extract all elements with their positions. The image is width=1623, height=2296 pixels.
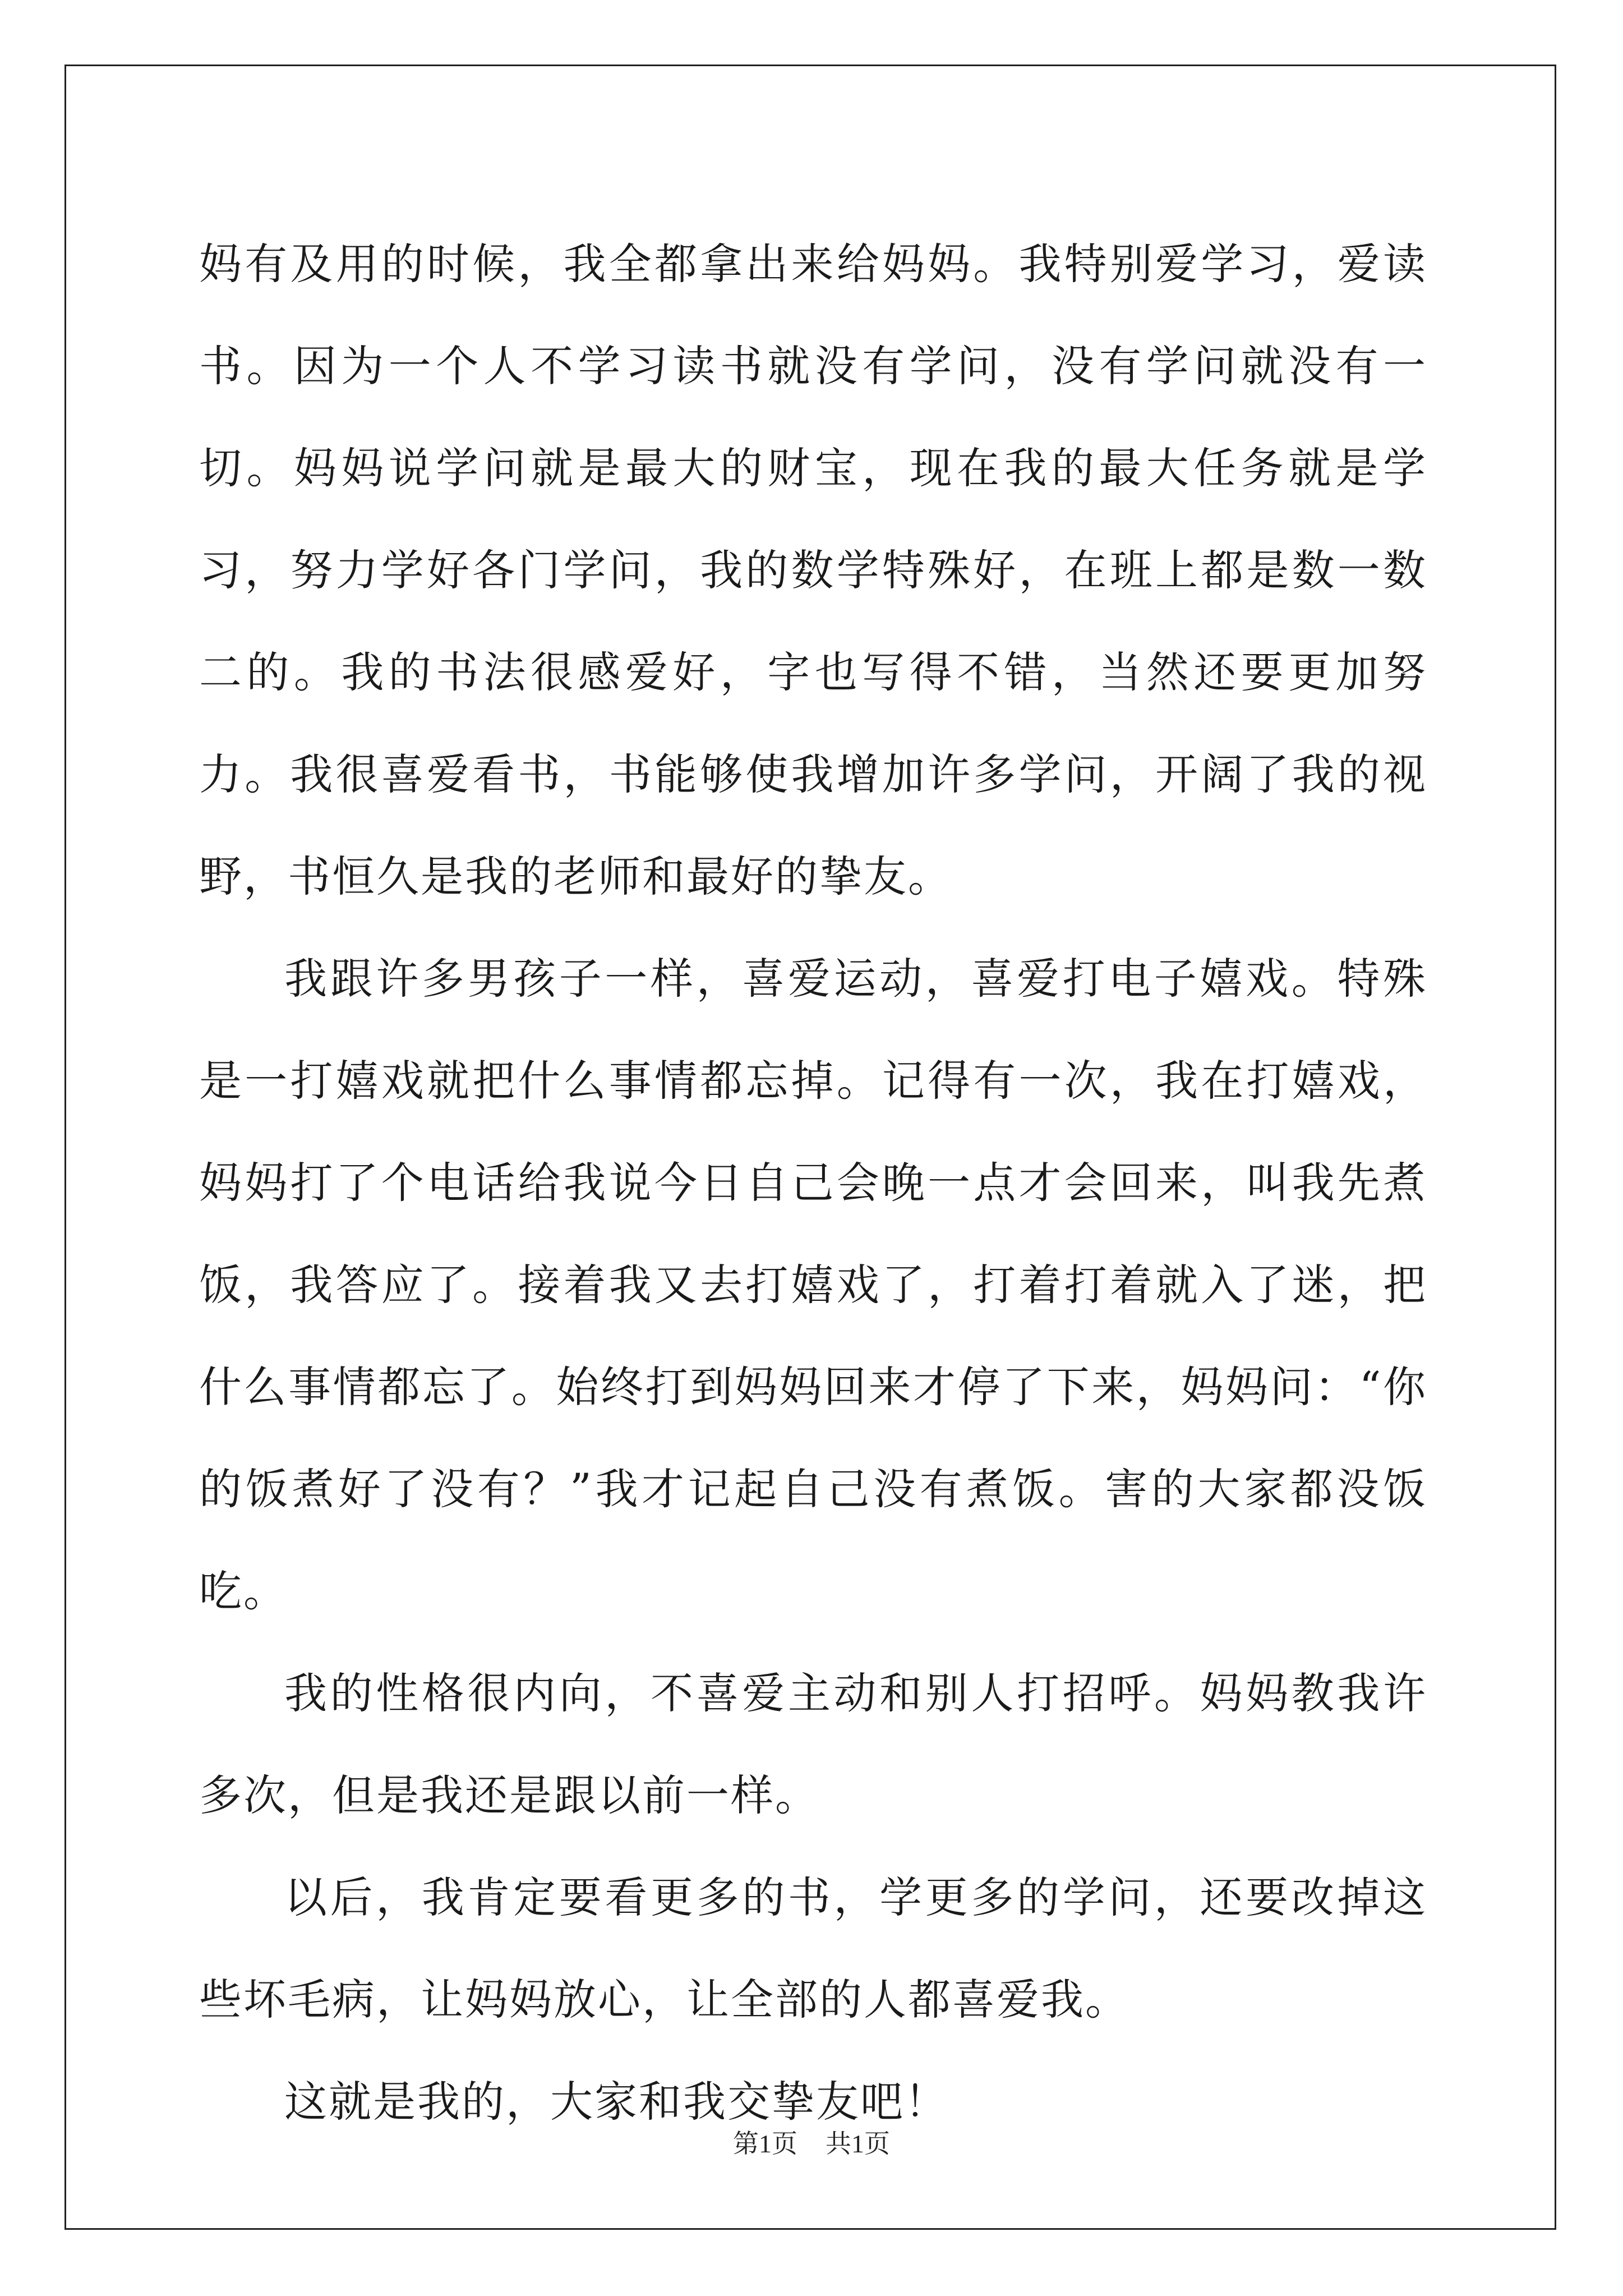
total-page-count: 共1页 xyxy=(826,2129,890,2158)
paragraph-2: 我跟许多男孩子一样，喜爱运动，喜爱打电子嬉戏。特殊是一打嬉戏就把什么事情都忘掉。记得有一次，我在打嬉戏，妈妈打了个电话给我说今日自己会晚一点才会回来，叫我先煮饭，我答应了。接着我又去打嬉戏了，打着打着就入了迷，把什么事情都忘了。始终打到妈妈回来才停了下来，妈妈问：“你的饭煮好了没有？”我才记起自己没有煮饭。害的大家都没饭吃。 xyxy=(199,954,1427,1616)
paragraph-4: 以后，我肯定要看更多的书，学更多的学问，还要改掉这些坏毛病，让妈妈放心，让全部的人都喜爱我。 xyxy=(199,1872,1427,2024)
document-body xyxy=(199,213,1427,2153)
page-footer xyxy=(0,2123,1623,2160)
paragraph-5: 这就是我的，大家和我交挚友吧！ xyxy=(284,2077,949,2127)
paragraph-1: 妈有及用的时候，我全都拿出来给妈妈。我特别爱学习，爱读书。因为一个人不学习读书就没有学问，没有学问就没有一切。妈妈说学问就是最大的财宝，现在我的最大任务就是学习，努力学好各门学问，我的数学特殊好，在班上都是数一数二的。我的书法很感爱好，字也写得不错，当然还要更加努力。我很喜爱看书，书能够使我增加许多学问，开阔了我的视野，书恒久是我的老师和最好的挚友。 xyxy=(199,239,1427,901)
current-page-number: 第1页 xyxy=(733,2129,797,2158)
paragraph-3: 我的性格很内向，不喜爱主动和别人打招呼。妈妈教我许多次，但是我还是跟以前一样。 xyxy=(199,1668,1427,1820)
